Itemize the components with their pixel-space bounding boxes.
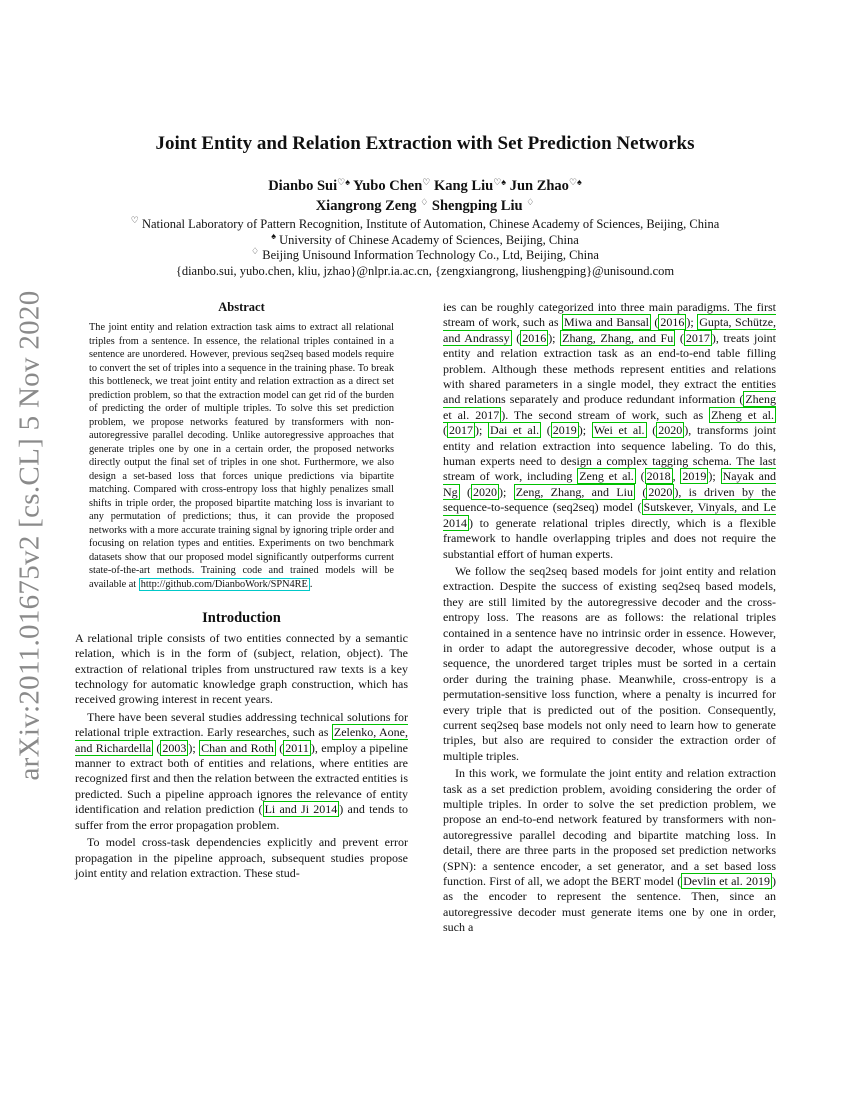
citation-link[interactable]: Dai et al. [490,423,540,438]
heart-icon: ♡ [493,177,502,187]
citation-link[interactable]: 2019 [682,469,707,484]
spade-icon: ♠ [345,177,350,187]
intro-paragraph-3: To model cross-task dependencies explicitly and prevent error propagation in the pipeline approach, subsequent studies propose joint entity and relation extraction. These stud- [75,835,408,880]
paper-title: Joint Entity and Relation Extraction with Set Prediction Networks [155,133,695,154]
citation-link[interactable]: Li and Ji 2014 [264,802,338,817]
author-line-1 [0,176,850,196]
diamond-icon: ♢ [251,246,260,256]
code-url-link[interactable]: http://github.com/DianboWork/SPN4RE [140,578,308,590]
heart-icon: ♡ [422,177,431,187]
heart-icon: ♡ [568,177,578,187]
heart-icon: ♡ [337,177,346,187]
author-line-2 [0,196,850,216]
author-name: Kang Liu [433,178,494,194]
citation-link[interactable]: 2016 [522,330,547,345]
left-column [75,300,408,881]
diamond-icon: ♢ [526,197,535,207]
citation-link[interactable]: 2018 [646,469,671,484]
citation-link[interactable]: 2017 [685,330,710,345]
citation-link[interactable]: 2011 [285,740,309,755]
diamond-icon: ♢ [420,197,429,207]
citation-link[interactable]: Wei et al. [593,423,645,438]
citation-link[interactable]: Zelenko, Aone, and Richardella [75,725,408,755]
affiliation-3: ♢ Beijing Unisound Information Technology Co., Ltd, Beijing, China [251,246,599,262]
heart-icon: ♡ [130,215,139,225]
citation-link[interactable]: 2016 [660,315,685,330]
citation-link[interactable]: Devlin et al. 2019 [683,874,770,889]
citation-link[interactable]: 2020 [658,423,683,438]
author-name: Yubo Chen [353,178,423,194]
author-name: Jun Zhao [509,178,569,194]
abstract-heading: Abstract [218,300,265,314]
arxiv-stamp [10,290,50,780]
affiliations [0,217,850,279]
citation-link[interactable]: Gupta, Schütze, and Andrassy [443,315,777,345]
citation-link[interactable]: 2019 [552,423,577,438]
citation-link[interactable]: Zhang, Zhang, and Fu [562,330,674,345]
citation-link[interactable]: 2020 [648,484,673,499]
introduction-heading: Introduction [202,610,281,627]
right-paragraph-1: ies can be roughly categorized into three main paradigms. The first stream of work, such as Miwa and Bansal ( 2016 ); Gupta, Schütze, and Andrassy ( 2016 ); Zhang, Zhang, and Fu ( 2017 ), treats joint entity and relation extraction task as an end-to-end table filling problem. Although these methods represent entities and relations with shared parameters in a single model, they extract the entities and relations separately and produce redundant information ( Zheng et al. 2017 ). The second stream of work, such as Zheng et al. ( 2017 ); Dai et al. ( 2019 ); Wei et al. ( 2020 ), transforms joint entity and relation extraction into sequence labeling. To do this, human experts need to design a complex tagging schema. The last stream of work, including Zeng et al. ( 2018 , 2019 ); Nayak and Ng ( 2020 ); Zeng, Zhang, and Liu ( 2020 ), is driven by the sequence-to-sequence (seq2seq) model ( Sutskever, Vinyals, and Le 2014 ) to generate relational triples directly, which is a flexible framework to handle overlapping triples and does not require the substantial effort of human experts. [443,300,777,561]
author-name: Dianbo Sui [268,178,338,194]
citation-link[interactable]: Zheng et al. 2017 [443,392,776,422]
right-paragraph-2: We follow the seq2seq based models for joint entity and relation extraction. Despite the success of existing seq2seq based models, they are still limited by the autoregressive decoder and the cross-entropy loss. The reasons are as follows: the relational triples contained in a sentence have no intrinsic order in essence. However, in order to adapt the autoregressive decoder, whose output is a sequence, the unordered target triples must be sorted in a certain order during the training phase. Meanwhile, cross-entropy is a permutation-sensitive loss function, where a penalty is incurred for every triple that is predicted out of the position. Consequently, current seq2seq base models not only need to learn how to generate triples, but also are required to consider the extraction order of multiple triples. [443,563,776,763]
affiliation-1: ♡ National Laboratory of Pattern Recognition, Institute of Automation, Chinese Academy of Sciences, Beijing, China [130,215,720,231]
citation-link[interactable]: Zeng, Zhang, and Liu [515,484,633,499]
abstract-body: The joint entity and relation extraction task aims to extract all relational triples from a sentence. In essence, the relational triples contained in a sentence are unordered. However, previous seq2seq based models require to convert the set of triples into a sequence in the training phase. To break this bottleneck, we treat joint entity and relation extraction as a direct set prediction problem, so that the extraction model can get rid of the burden of predicting the order of multiple triples. To solve this set prediction problem, we propose networks featured by transformers with non-autoregressive parallel decoding. Unlike autoregressive approaches that generate triples one by one in a certain order, the proposed networks directly output the final set of triples in one shot. Furthermore, we also design a set-based loss that forces unique predictions via bipartite matching. Compared with cross-entropy loss that highly penalizes small shifts in triple order, the proposed bipartite matching loss is invariant to any permutation of predictions; thus, it can provide the proposed networks with a more accurate training signal by ignoring triple order and focusing on relation types and entities. Experiments on two benchmark datasets show that our proposed model significantly outperforms current state-of-the-art methods. Training code and trained models will be available at http://github.com/DianboWork/SPN4RE . [89,322,394,590]
author-name: Shengping Liu [431,198,523,214]
spade-icon: ♠ [271,230,277,241]
citation-link[interactable]: Zheng et al. [711,407,774,422]
citation-link[interactable]: Nayak and Ng [443,469,777,499]
citation-link[interactable]: 2003 [162,740,187,755]
citation-link[interactable]: Miwa and Bansal [564,315,649,330]
intro-paragraph-1: A relational triple consists of two entities connected by a semantic relation, which is in the form of (subject, relation, object). The extraction of relational triples from unstructured raw texts is a key technology for automatic knowledge graph construction, which has received growing interest in recent years. [75,630,408,707]
author-name: Xiangrong Zeng [315,198,417,214]
affiliation-2: ♠ University of Chinese Academy of Sciences, Beijing, China [271,230,579,247]
citation-link[interactable]: Sutskever, Vinyals, and Le 2014 [443,500,776,530]
spade-icon: ♠ [577,177,582,187]
arxiv-id: arXiv:2011.01675v2 [cs.CL] 5 Nov 2020 [13,289,46,781]
right-column [443,300,776,936]
citation-link[interactable]: 2020 [473,484,498,499]
citation-link[interactable]: Zeng et al. [579,469,634,484]
intro-paragraph-2: There have been several studies addressing technical solutions for relational triple extraction. Early researches, such as Zelenko, Aone, and Richardella ( 2003 ); Chan and Roth ( 2011 ), employ a pipeline manner to extract both of entities and relations, where entities are recognized first and then the relation between the extracted entities is predicted. Such a pipeline approach ignores the relevance of entity identification and relation prediction ( Li and Ji 2014 ) and tends to suffer from the error propagation problem. [75,709,408,832]
author-list [0,176,850,216]
spade-icon: ♠ [501,177,507,187]
citation-link[interactable]: 2017 [449,423,473,438]
citation-link[interactable]: Chan and Roth [201,740,274,755]
right-paragraph-3: In this work, we formulate the joint entity and relation extraction task as a set prediction problem, avoiding considering the order of multiple triples. In order to solve the set prediction problem, we propose an end-to-end network featured by transformers with non-autoregressive parallel decoding and bipartite matching loss. In detail, there are three parts in the proposed set prediction networks (SPN): a sentence encoder, a set generator, and a set based loss function. First of all, we adopt the BERT model ( Devlin et al. 2019 ) as the encoder to represent the sentence. Then, since an autoregressive decoder must generate items one by one in order, such a [443,766,776,935]
author-emails: {dianbo.sui, yubo.chen, kliu, jzhao}@nlpr.ia.ac.cn, {zengxiangrong, liushengping}@unisound.com [175,263,675,278]
